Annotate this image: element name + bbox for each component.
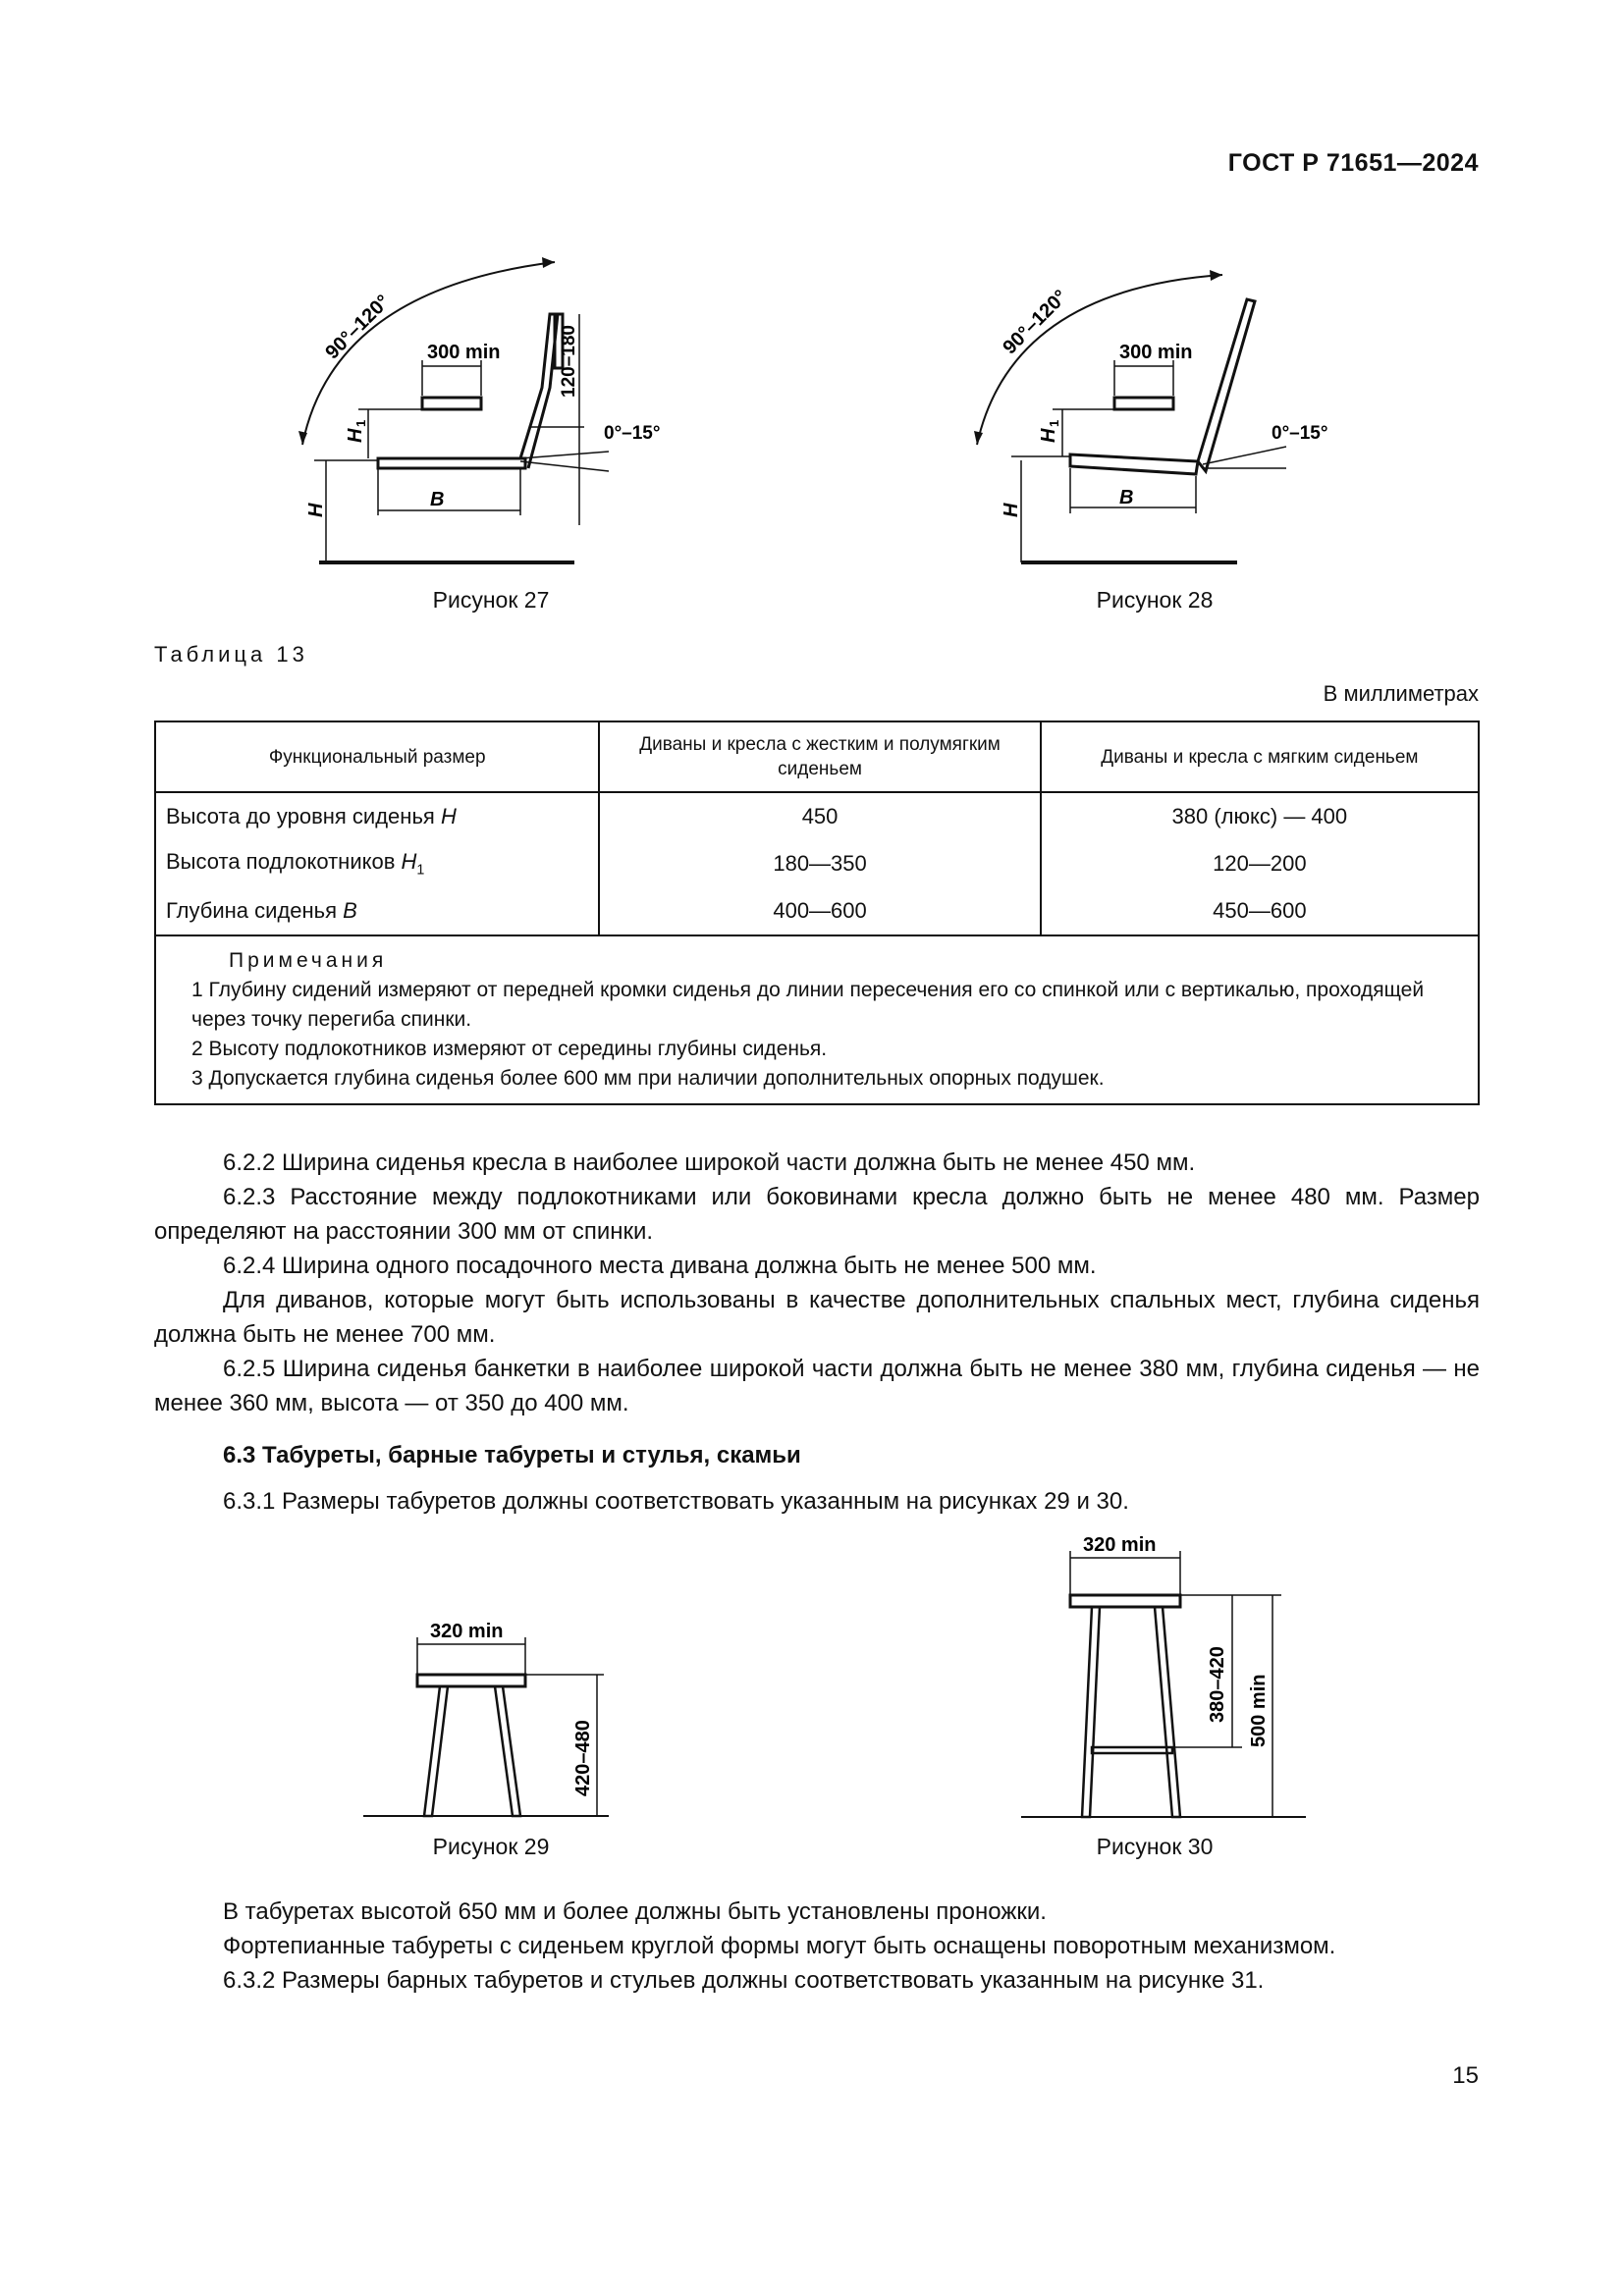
stool-seat: [417, 1675, 525, 1686]
paragraph-6-3-2: 6.3.2 Размеры барных табуретов и стульев должны соответствовать указанным на рисунке 31.: [223, 1967, 1265, 1994]
paragraph-crossbars: В табуретах высотой 650 мм и более должны быть установлены проножки.: [223, 1898, 1047, 1925]
table-row: [155, 887, 1479, 935]
figure-30: [1021, 1526, 1306, 1831]
table-13: [154, 721, 1480, 1105]
arm-gauge: [422, 398, 481, 409]
body-section-6-2: [154, 1146, 1480, 1519]
paragraph-6-2-2: 6.2.2 Ширина сиденья кресла в наиболее широкой части должна быть не менее 450 мм.: [223, 1149, 1196, 1176]
table-units: В миллиметрах: [1323, 681, 1479, 706]
table-notes: [155, 935, 1479, 1104]
arm-range-label: 120–180: [559, 325, 579, 398]
note-2: 2 Высоту подлокотников измеряют от середины глубины сиденья.: [191, 1038, 828, 1060]
figure-28-drawing: [972, 250, 1328, 584]
paragraph-piano-stools: Фортепианные табуреты с сиденьем круглой формы могут быть оснащены поворотным механизмом.: [223, 1933, 1336, 1959]
table-cell: 450: [599, 792, 1040, 840]
h-label: H: [1001, 503, 1022, 517]
seat: [1070, 454, 1198, 474]
caption-figure-28: Рисунок 28: [1096, 587, 1214, 613]
angle-label: 90°–120°: [999, 286, 1072, 359]
seat: [378, 458, 525, 468]
min-depth-label: 300 min: [427, 342, 501, 363]
table-cell: 380 (люкс) — 400: [1041, 792, 1479, 840]
caption-figure-30: Рисунок 30: [1096, 1834, 1214, 1859]
h1-sub: 1: [353, 419, 368, 427]
seat-height-label: 380–420: [1207, 1646, 1228, 1723]
figure-28: [972, 250, 1328, 584]
arm-gauge: [1114, 398, 1173, 409]
section-heading-6-3: 6.3 Табуреты, барные табуреты и стулья, скамьи: [223, 1442, 801, 1468]
note-1: 1 Глубину сидений измеряют от передней кромки сиденья до линии пересечения его со спинкой или с вертикалью, проходящей через точку перегиба спинки.: [191, 979, 1425, 1031]
b-label: B: [1119, 487, 1134, 508]
stool-leg: [495, 1686, 520, 1816]
header-cell: Диваны и кресла с мягким сиденьем: [1041, 721, 1479, 792]
table-cell: 180—350: [599, 840, 1040, 887]
tilt-label: 0°–15°: [604, 423, 661, 444]
b-label: B: [430, 489, 445, 510]
tilt-label: 0°–15°: [1272, 423, 1328, 444]
header-cell: Функциональный размер: [155, 721, 599, 792]
stool-leg: [424, 1686, 448, 1816]
stool-leg: [1082, 1607, 1100, 1817]
table-row: [155, 840, 1479, 887]
width-label: 320 min: [1083, 1534, 1157, 1556]
angle-label: 90°–120°: [321, 291, 395, 364]
stool-footrest: [1092, 1747, 1172, 1753]
paragraph-6-2-5: 6.2.5 Ширина сиденья банкетки в наиболее широкой части должна быть не менее 380 мм, глубина сиденья — не менее 360 мм, высота — от 350 до 400 мм.: [154, 1356, 1480, 1416]
notes-title: Примечания: [229, 949, 388, 972]
stool-seat: [1070, 1595, 1180, 1607]
table-cell: 120—200: [1041, 840, 1479, 887]
row-label: Высота подлокотников $H_1$: [155, 840, 599, 887]
header-cell: Диваны и кресла с жестким и полумягким сиденьем: [599, 721, 1040, 792]
figure-29: [363, 1600, 619, 1826]
h1-label: H: [1038, 428, 1059, 443]
backrest: [520, 314, 558, 468]
table-cell: 450—600: [1041, 887, 1479, 935]
body-after-figures: [154, 1895, 1480, 1998]
h1-sub: 1: [1047, 419, 1061, 427]
h-label: H: [305, 503, 327, 517]
caption-figure-27: Рисунок 27: [432, 587, 550, 613]
table-cell: 400—600: [599, 887, 1040, 935]
figure-27-drawing: [285, 250, 661, 584]
paragraph-6-2-4: 6.2.4 Ширина одного посадочного места дивана должна быть не менее 500 мм.: [223, 1253, 1097, 1279]
paragraph-6-3-1: 6.3.1 Размеры табуретов должны соответствовать указанным на рисунках 29 и 30.: [223, 1488, 1129, 1515]
caption-figure-29: Рисунок 29: [432, 1834, 550, 1859]
document-id: ГОСТ Р 71651—2024: [1227, 149, 1479, 177]
row-label: Глубина сиденья B: [155, 887, 599, 935]
width-label: 320 min: [430, 1621, 504, 1642]
table-row: [155, 792, 1479, 840]
h1-label: H: [345, 428, 366, 443]
height-label: 420–480: [572, 1720, 594, 1796]
total-height-label: 500 min: [1248, 1674, 1270, 1747]
page-number: 15: [1452, 2062, 1479, 2089]
table-notes-row: [155, 935, 1479, 1104]
table-title: Таблица 13: [154, 642, 308, 667]
min-depth-label: 300 min: [1119, 342, 1193, 363]
row-label: Высота до уровня сиденья H: [155, 792, 599, 840]
table-header-row: [155, 721, 1479, 792]
stool-leg: [1155, 1607, 1180, 1817]
figure-29-drawing: [363, 1600, 619, 1826]
figure-30-drawing: [1021, 1526, 1306, 1831]
figure-27: [285, 250, 661, 584]
paragraph-6-2-3: 6.2.3 Расстояние между подлокотниками или боковинами кресла должно быть не менее 480 мм. Размер определяют на расстоянии 300 мм от спинки.: [154, 1184, 1480, 1245]
paragraph-6-2-4-b: Для диванов, которые могут быть использованы в качестве дополнительных спальных мест, глубина сиденья должна быть не менее 700 мм.: [154, 1287, 1480, 1348]
note-3: 3 Допускается глубина сиденья более 600 мм при наличии дополнительных опорных подушек.: [191, 1067, 1105, 1090]
backrest: [1198, 299, 1255, 471]
